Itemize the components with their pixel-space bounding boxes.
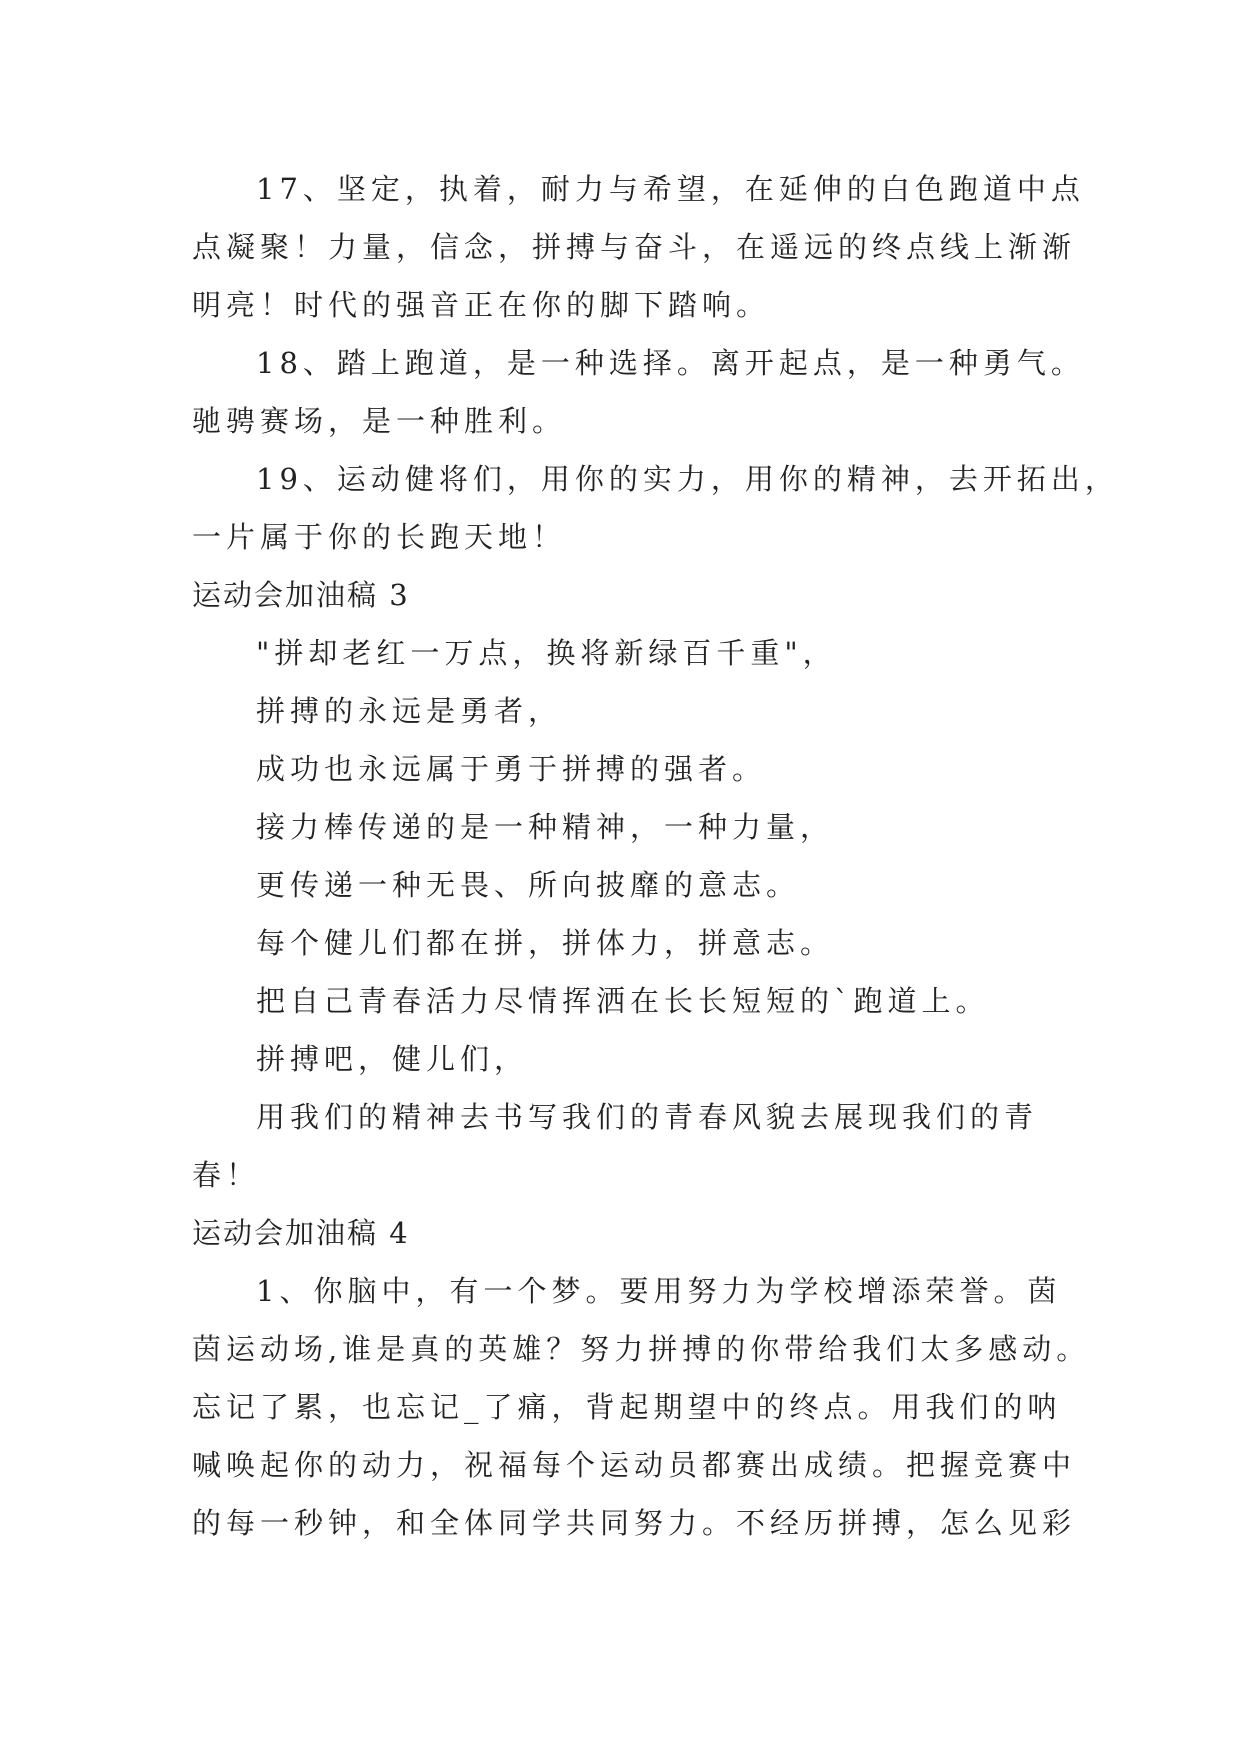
text-line: 成功也永远属于勇于拼搏的强者。	[256, 752, 767, 786]
text-line: 一片属于你的长跑天地！	[192, 520, 567, 554]
document-page	[192, 160, 1119, 1552]
text-line: 春！	[192, 1158, 261, 1192]
text-line: 接力棒传递的是一种精神，一种力量，	[256, 810, 835, 844]
text-line: 拼搏吧，健儿们，	[256, 1042, 529, 1076]
text-line: 把自己青春活力尽情挥洒在长长短短的`跑道上。	[256, 984, 990, 1018]
text-line: 喊唤起你的动力，祝福每个运动员都赛出成绩。把握竞赛中	[192, 1448, 1077, 1482]
text-line: 的每一秒钟，和全体同学共同努力。不经历拼搏，怎么见彩	[192, 1506, 1077, 1540]
text-line: 茵运动场,谁是真的英雄？努力拼搏的你带给我们太多感动。	[192, 1332, 1091, 1366]
text-line: 忘记了累，也忘记_了痛，背起期望中的终点。用我们的呐	[192, 1390, 1062, 1424]
text-line: "拼却老红一万点，换将新绿百千重"，	[256, 636, 837, 670]
text-line: 点凝聚！力量，信念，拼搏与奋斗，在遥远的终点线上渐渐	[192, 230, 1077, 264]
text-line: 每个健儿们都在拼，拼体力，拼意志。	[256, 926, 835, 960]
text-line: 驰骋赛场，是一种胜利。	[192, 404, 567, 438]
section-heading: 运动会加油稿 4	[192, 1216, 410, 1250]
text-line: 用我们的精神去书写我们的青春风貌去展现我们的青	[256, 1100, 1039, 1134]
text-line: 18、踏上跑道，是一种选择。离开起点，是一种勇气。	[256, 346, 1085, 380]
text-line: 1、你脑中，有一个梦。要用努力为学校增添荣誉。茵	[256, 1274, 1062, 1308]
text-line: 拼搏的永远是勇者，	[256, 694, 563, 728]
section-heading: 运动会加油稿 3	[192, 578, 410, 612]
text-line: 明亮！时代的强音正在你的脚下踏响。	[192, 288, 771, 322]
text-line: 17、坚定，执着，耐力与希望，在延伸的白色跑道中点	[256, 172, 1085, 206]
text-line: 19、运动健将们，用你的实力，用你的精神，去开拓出，	[256, 462, 1119, 496]
text-line: 更传递一种无畏、所向披靡的意志。	[256, 868, 801, 902]
